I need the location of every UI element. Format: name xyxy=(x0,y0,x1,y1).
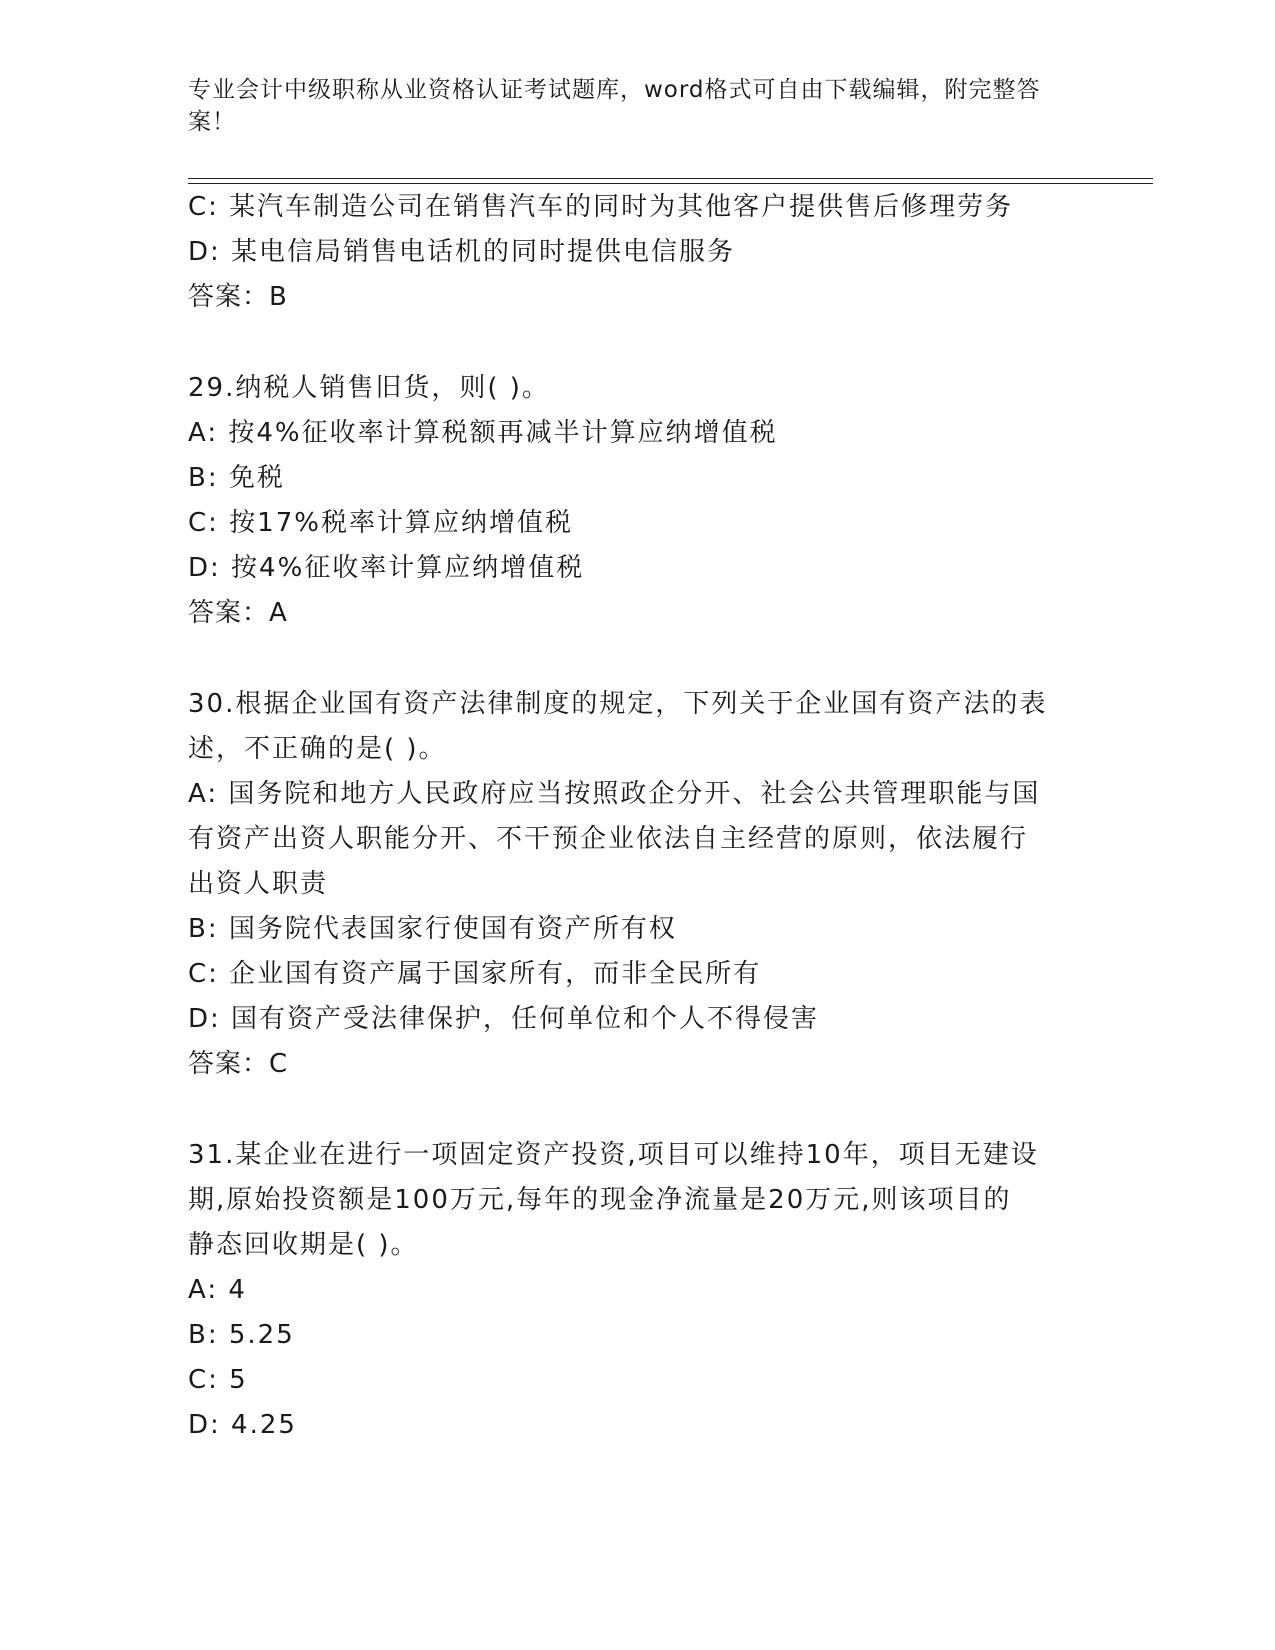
q30-option-d: D: 国有资产受法律保护，任何单位和个人不得侵害 xyxy=(188,1004,820,1034)
q30-option-c: C: 企业国有资产属于国家所有，而非全民所有 xyxy=(188,959,762,989)
q30-option-a-line2: 有资产出资人职能分开、不干预企业依法自主经营的原则，依法履行 xyxy=(188,824,1029,854)
q29-option-a: A: 按4%征收率计算税额再减半计算应纳增值税 xyxy=(188,418,778,448)
prev-question-option-d: D: 某电信局销售电话机的同时提供电信服务 xyxy=(188,237,736,267)
q30-answer: 答案：C xyxy=(188,1049,289,1079)
prev-question-option-c: C: 某汽车制造公司在销售汽车的同时为其他客户提供售后修理劳务 xyxy=(188,192,1014,222)
q31-option-c: C: 5 xyxy=(188,1365,248,1395)
q29-answer: 答案：A xyxy=(188,598,288,628)
q29-option-d: D: 按4%征收率计算应纳增值税 xyxy=(188,553,585,583)
q30-option-a-line1: A: 国务院和地方人民政府应当按照政企分开、社会公共管理职能与国 xyxy=(188,779,1041,809)
q30-stem-line1: 30.根据企业国有资产法律制度的规定，下列关于企业国有资产法的表 xyxy=(188,689,1048,719)
q30-option-a-line3: 出资人职责 xyxy=(188,869,329,899)
q31-stem-line3: 静态回收期是( )。 xyxy=(188,1230,419,1260)
prev-question-answer: 答案：B xyxy=(188,282,288,312)
q30-option-b: B: 国务院代表国家行使国有资产所有权 xyxy=(188,914,677,944)
q31-stem-line2: 期,原始投资额是100万元,每年的现金净流量是20万元,则该项目的 xyxy=(188,1185,1012,1215)
q29-option-b: B: 免税 xyxy=(188,463,285,493)
header-divider-top xyxy=(188,178,1153,179)
page-header: 专业会计中级职称从业资格认证考试题库，word格式可自由下载编辑，附完整答案！ xyxy=(188,77,1041,135)
q31-option-a: A: 4 xyxy=(188,1275,247,1305)
q31-stem-line1: 31.某企业在进行一项固定资产投资,项目可以维持10年，项目无建设 xyxy=(188,1140,1039,1170)
q29-stem: 29.纳税人销售旧货，则( )。 xyxy=(188,373,550,403)
q31-option-b: B: 5.25 xyxy=(188,1320,295,1350)
q31-option-d: D: 4.25 xyxy=(188,1410,297,1440)
q30-stem-line2: 述，不正确的是( )。 xyxy=(188,734,447,764)
q29-option-c: C: 按17%税率计算应纳增值税 xyxy=(188,508,573,538)
